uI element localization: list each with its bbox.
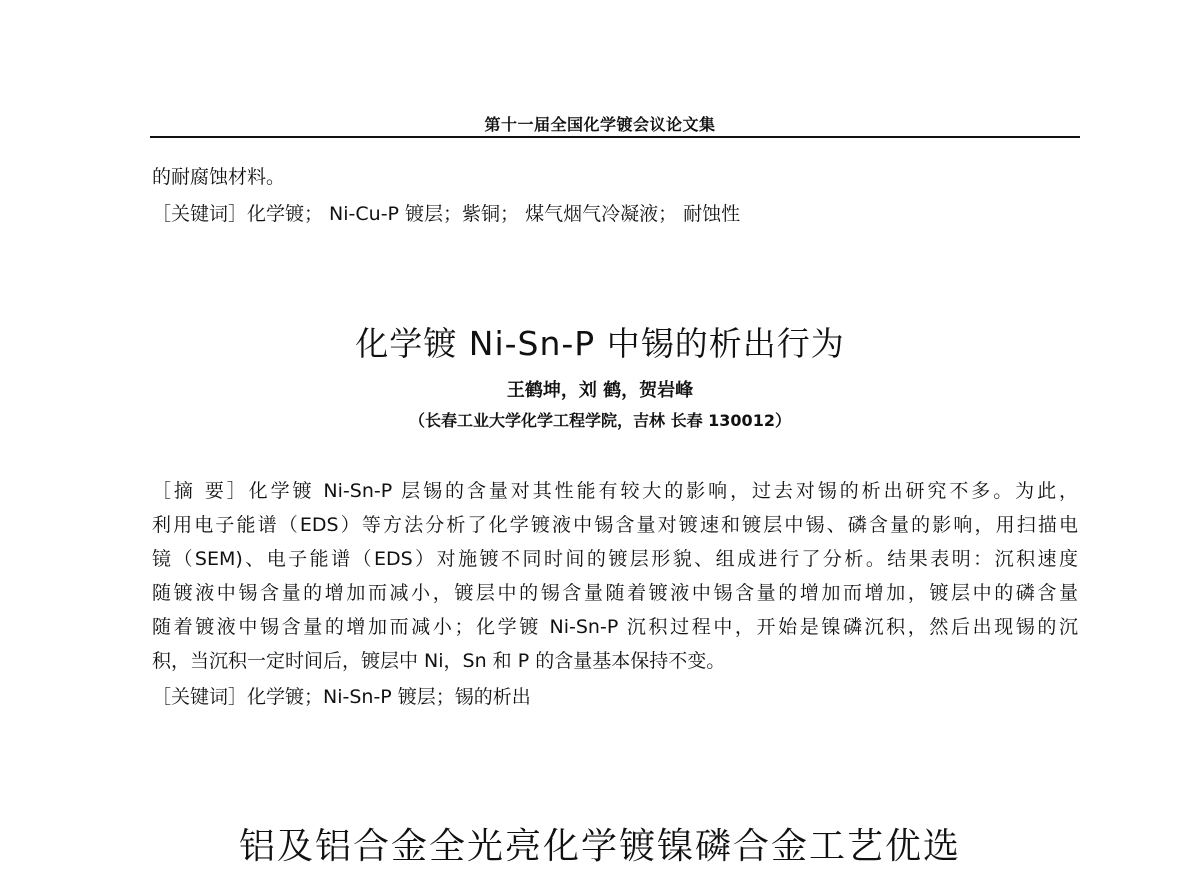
abstract-line: 积，当沉积一定时间后，镀层中 Ni，Sn 和 P 的含量基本保持不变。 <box>152 650 726 672</box>
abstract-line: 随着镀液中锡含量的增加而减小；化学镀 Ni-Sn-P 沉积过程中，开始是镍磷沉积，然后出现锡的沉 <box>152 616 1078 638</box>
header-rule <box>150 136 1080 138</box>
abstract-line: 随镀液中锡含量的增加而减小，镀层中的锡含量随着镀液中锡含量的增加而增加，镀层中的磷含量 <box>152 582 1078 604</box>
paper-authors: 王鹤坤，刘 鹤，贺岩峰 <box>506 380 694 401</box>
abstract-line: ［摘 要］化学镀 Ni-Sn-P 层锡的含量对其性能有较大的影响，过去对锡的析出研究不多。为此， <box>152 480 1078 502</box>
abstract-line: 利用电子能谱（EDS）等方法分析了化学镀液中锡含量对镀速和镀层中锡、磷含量的影响，用扫描电 <box>152 514 1078 536</box>
paper-keywords: ［关键词］化学镀；Ni-Sn-P 镀层；锡的析出 <box>152 686 531 708</box>
paper-affiliation: （长春工业大学化学工程学院，吉林 长春 130012） <box>409 411 791 430</box>
previous-paper-tail: 的耐腐蚀材料。 <box>152 166 286 188</box>
running-header: 第十一届全国化学镀会议论文集 <box>484 115 716 134</box>
next-paper-title: 铝及铝合金全光亮化学镀镍磷合金工艺优选 <box>238 826 961 867</box>
paper-title: 化学镀 Ni-Sn-P 中锡的析出行为 <box>355 324 845 363</box>
previous-paper-keywords: ［关键词］化学镀； Ni-Cu-P 镀层；紫铜； 煤气烟气冷凝液； 耐蚀性 <box>152 203 741 225</box>
abstract-line: 镜（SEM)、电子能谱（EDS）对施镀不同时间的镀层形貌、组成进行了分析。结果表明：沉积速度 <box>152 548 1078 570</box>
